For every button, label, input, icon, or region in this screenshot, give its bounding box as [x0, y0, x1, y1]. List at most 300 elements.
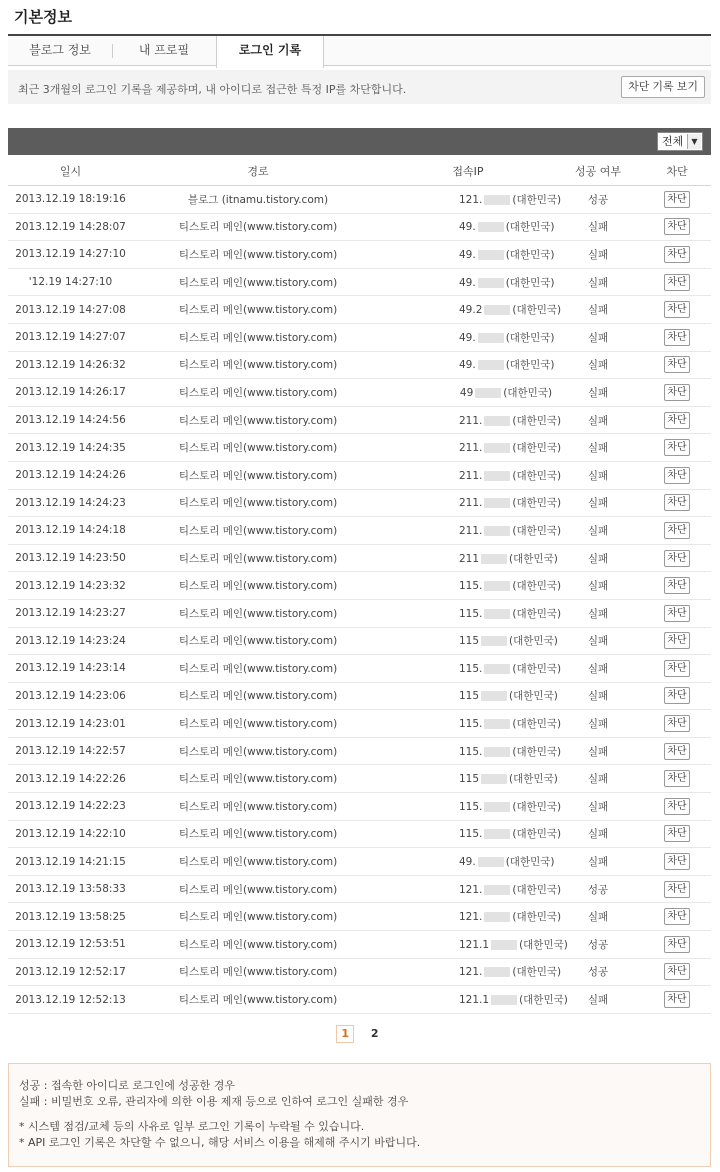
- row-ip-prefix: 49.: [459, 276, 476, 289]
- row-result: 성공: [553, 186, 643, 214]
- row-date: '12.19 14:27:10: [8, 268, 133, 296]
- block-ip-button[interactable]: 차단: [664, 191, 690, 208]
- table-row: [8, 793, 711, 821]
- row-path: 티스토리 메인(www.tistory.com): [133, 268, 383, 296]
- table-row: [8, 986, 711, 1014]
- masked-ip-block: [478, 360, 504, 370]
- row-ip: [383, 682, 558, 710]
- masked-ip-block: [481, 691, 507, 701]
- info-box: [8, 70, 711, 104]
- masked-ip-block: [478, 222, 504, 232]
- masked-ip-block: [484, 885, 510, 895]
- row-path: 티스토리 메인(www.tistory.com): [133, 296, 383, 324]
- row-path: 티스토리 메인(www.tistory.com): [133, 351, 383, 379]
- masked-ip-block: [478, 857, 504, 867]
- row-result: 실패: [553, 351, 643, 379]
- row-country: (대한민국): [505, 248, 555, 261]
- row-path: 티스토리 메인(www.tistory.com): [133, 489, 383, 517]
- block-ip-button[interactable]: 차단: [664, 274, 690, 291]
- row-ip: [383, 655, 562, 683]
- table-row: [8, 572, 711, 600]
- page-1-link[interactable]: 1: [336, 1025, 354, 1043]
- row-date: 2013.12.19 14:24:23: [8, 489, 133, 517]
- row-country: (대한민국): [512, 883, 562, 896]
- row-ip-prefix: 49.: [459, 248, 476, 261]
- block-ip-button[interactable]: 차단: [664, 384, 690, 401]
- row-ip: [383, 213, 553, 241]
- row-country: (대한민국): [519, 994, 568, 1007]
- block-ip-button[interactable]: 차단: [664, 439, 690, 456]
- row-ip: [383, 599, 562, 627]
- masked-ip-block: [484, 802, 510, 812]
- note-failure: 실패 : 비밀번호 오류, 관리자에 의한 이용 제재 등으로 인하여 로그인 실패한 경우: [19, 1095, 409, 1108]
- row-date: 2013.12.19 14:22:10: [8, 820, 133, 848]
- row-path: 티스토리 메인(www.tistory.com): [133, 599, 383, 627]
- row-ip-prefix: 121.: [459, 966, 483, 979]
- row-country: (대한민국): [512, 828, 562, 841]
- row-ip: [383, 820, 562, 848]
- row-block-cell: [643, 351, 711, 379]
- table-row: [8, 323, 711, 351]
- col-header-block: 차단: [643, 156, 711, 186]
- table-row: [8, 765, 711, 793]
- row-country: (대한민국): [505, 276, 555, 289]
- table-row: [8, 268, 711, 296]
- row-block-cell: [643, 903, 711, 931]
- row-date: 2013.12.19 14:27:07: [8, 323, 133, 351]
- masked-ip-block: [484, 443, 510, 453]
- row-date: 2013.12.19 14:23:06: [8, 682, 133, 710]
- row-country: (대한민국): [503, 386, 553, 399]
- row-date: 2013.12.19 14:23:14: [8, 655, 133, 683]
- table-row: [8, 655, 711, 683]
- filter-bar: [8, 128, 711, 155]
- row-ip-prefix: 211: [459, 552, 480, 565]
- row-block-cell: [643, 793, 711, 821]
- block-ip-button[interactable]: 차단: [664, 412, 690, 429]
- table-row: [8, 517, 711, 545]
- row-result: 실패: [553, 820, 643, 848]
- table-row: [8, 186, 711, 214]
- masked-ip-block: [484, 664, 510, 674]
- table-body: [8, 186, 711, 1014]
- table-row: [8, 489, 711, 517]
- row-ip: [383, 958, 562, 986]
- row-block-cell: [643, 323, 711, 351]
- block-ip-button[interactable]: 차단: [664, 467, 690, 484]
- page-2-link[interactable]: 2: [370, 1027, 379, 1040]
- row-path: 티스토리 메인(www.tistory.com): [133, 213, 383, 241]
- row-path: 티스토리 메인(www.tistory.com): [133, 986, 383, 1014]
- row-block-cell: [643, 958, 711, 986]
- row-block-cell: [643, 186, 711, 214]
- row-ip-prefix: 115.: [459, 580, 483, 593]
- table-row: [8, 406, 711, 434]
- row-result: 실패: [553, 572, 643, 600]
- table-row: [8, 434, 711, 462]
- row-ip: [383, 544, 558, 572]
- block-ip-button[interactable]: 차단: [664, 356, 690, 373]
- table-row: [8, 241, 711, 269]
- row-ip-prefix: 115.: [459, 745, 483, 758]
- row-block-cell: [643, 765, 711, 793]
- table-row: [8, 710, 711, 738]
- row-country: (대한민국): [512, 580, 562, 593]
- row-path: 티스토리 메인(www.tistory.com): [133, 517, 383, 545]
- row-block-cell: [643, 737, 711, 765]
- row-block-cell: [643, 489, 711, 517]
- row-ip-prefix: 121.1: [459, 938, 490, 951]
- row-date: 2013.12.19 14:24:56: [8, 406, 133, 434]
- row-ip: [383, 406, 562, 434]
- row-block-cell: [643, 379, 711, 407]
- block-ip-button[interactable]: 차단: [664, 577, 690, 594]
- row-path: 티스토리 메인(www.tistory.com): [133, 434, 383, 462]
- row-date: 2013.12.19 14:27:10: [8, 241, 133, 269]
- row-date: 2013.12.19 14:23:24: [8, 627, 133, 655]
- masked-ip-block: [481, 554, 507, 564]
- block-ip-button[interactable]: 차단: [664, 632, 690, 649]
- table-row: [8, 848, 711, 876]
- row-ip-prefix: 115.: [459, 662, 483, 675]
- row-path: 티스토리 메인(www.tistory.com): [133, 323, 383, 351]
- row-result: 실패: [553, 710, 643, 738]
- masked-ip-block: [484, 719, 510, 729]
- row-country: (대한민국): [512, 469, 562, 482]
- row-path: 티스토리 메인(www.tistory.com): [133, 875, 383, 903]
- row-country: (대한민국): [512, 911, 562, 924]
- col-header-ip: 접속IP: [383, 156, 553, 186]
- row-country: (대한민국): [509, 635, 558, 648]
- row-path: 티스토리 메인(www.tistory.com): [133, 820, 383, 848]
- row-country: (대한민국): [512, 745, 562, 758]
- row-ip-prefix: 211.: [459, 414, 483, 427]
- row-ip: [383, 627, 558, 655]
- row-country: (대한민국): [505, 221, 555, 234]
- table-row: [8, 379, 711, 407]
- tab-login-history[interactable]: 로그인 기록: [216, 36, 324, 68]
- masked-ip-block: [484, 967, 510, 977]
- row-ip-prefix: 211.: [459, 469, 483, 482]
- row-ip-prefix: 211.: [459, 442, 483, 455]
- table-row: [8, 627, 711, 655]
- block-ip-button[interactable]: 차단: [664, 715, 690, 732]
- login-history-table: [8, 156, 711, 1014]
- row-ip: [383, 765, 558, 793]
- filter-select[interactable]: [657, 132, 703, 151]
- row-result: 실패: [553, 765, 643, 793]
- row-path: 티스토리 메인(www.tistory.com): [133, 958, 383, 986]
- row-block-cell: [643, 627, 711, 655]
- masked-ip-block: [484, 416, 510, 426]
- block-ip-button[interactable]: 차단: [664, 770, 690, 787]
- row-block-cell: [643, 213, 711, 241]
- block-ip-button[interactable]: 차단: [664, 687, 690, 704]
- masked-ip-block: [484, 195, 510, 205]
- row-result: 실패: [553, 599, 643, 627]
- row-date: 2013.12.19 14:27:08: [8, 296, 133, 324]
- row-date: 2013.12.19 14:23:32: [8, 572, 133, 600]
- row-date: 2013.12.19 14:22:23: [8, 793, 133, 821]
- row-result: 실패: [553, 213, 643, 241]
- row-ip-prefix: 115: [459, 690, 480, 703]
- block-ip-button[interactable]: 차단: [664, 825, 690, 842]
- block-ip-button[interactable]: 차단: [664, 798, 690, 815]
- row-country: (대한민국): [505, 331, 555, 344]
- table-header-row: [8, 156, 711, 186]
- row-block-cell: [643, 434, 711, 462]
- row-block-cell: [643, 599, 711, 627]
- row-ip-prefix: 121.: [459, 911, 483, 924]
- row-ip: [383, 793, 562, 821]
- row-block-cell: [643, 461, 711, 489]
- table-row: [8, 903, 711, 931]
- row-ip-prefix: 121.1: [459, 994, 490, 1007]
- col-header-result: 성공 여부: [553, 156, 643, 186]
- block-ip-button[interactable]: 차단: [664, 246, 690, 263]
- row-path: 티스토리 메인(www.tistory.com): [133, 461, 383, 489]
- row-result: 실패: [553, 903, 643, 931]
- note-api: * API 로그인 기록은 차단할 수 없으니, 해당 서비스 이용을 해제해 주시기 바랍니다.: [19, 1136, 421, 1149]
- block-ip-button[interactable]: 차단: [664, 329, 690, 346]
- row-country: (대한민국): [505, 856, 555, 869]
- row-date: 2013.12.19 14:22:26: [8, 765, 133, 793]
- block-ip-button[interactable]: 차단: [664, 550, 690, 567]
- row-path: 티스토리 메인(www.tistory.com): [133, 903, 383, 931]
- row-ip: [383, 186, 562, 214]
- row-result: 실패: [553, 296, 643, 324]
- row-block-cell: [643, 268, 711, 296]
- row-path: 티스토리 메인(www.tistory.com): [133, 931, 383, 959]
- table-row: [8, 682, 711, 710]
- row-date: 2013.12.19 14:28:07: [8, 213, 133, 241]
- row-ip: [383, 351, 553, 379]
- row-ip-prefix: 115.: [459, 607, 483, 620]
- block-ip-button[interactable]: 차단: [664, 908, 690, 925]
- row-ip: [383, 379, 553, 407]
- row-country: (대한민국): [505, 359, 555, 372]
- row-ip: [383, 875, 562, 903]
- row-date: 2013.12.19 13:58:33: [8, 875, 133, 903]
- row-path: 티스토리 메인(www.tistory.com): [133, 848, 383, 876]
- row-path: 티스토리 메인(www.tistory.com): [133, 737, 383, 765]
- block-ip-button[interactable]: 차단: [664, 301, 690, 318]
- masked-ip-block: [484, 581, 510, 591]
- row-date: 2013.12.19 18:19:16: [8, 186, 133, 214]
- row-result: 실패: [553, 461, 643, 489]
- masked-ip-block: [491, 995, 517, 1005]
- block-ip-button[interactable]: 차단: [664, 743, 690, 760]
- masked-ip-block: [484, 912, 510, 922]
- row-date: 2013.12.19 12:53:51: [8, 931, 133, 959]
- row-ip: [383, 903, 562, 931]
- row-path: 티스토리 메인(www.tistory.com): [133, 544, 383, 572]
- row-ip: [383, 517, 562, 545]
- row-path: 티스토리 메인(www.tistory.com): [133, 765, 383, 793]
- masked-ip-block: [475, 388, 501, 398]
- tab-blog-info[interactable]: 블로그 정보: [29, 43, 91, 57]
- block-ip-button[interactable]: 차단: [664, 494, 690, 511]
- row-date: 2013.12.19 14:23:50: [8, 544, 133, 572]
- table-row: [8, 958, 711, 986]
- table-row: [8, 296, 711, 324]
- row-country: (대한민국): [512, 497, 562, 510]
- row-result: 실패: [553, 406, 643, 434]
- row-path: 티스토리 메인(www.tistory.com): [133, 241, 383, 269]
- table-row: [8, 931, 711, 959]
- row-ip: [383, 323, 553, 351]
- block-ip-button[interactable]: 차단: [664, 936, 690, 953]
- row-result: 실패: [553, 544, 643, 572]
- row-block-cell: [643, 406, 711, 434]
- row-date: 2013.12.19 12:52:17: [8, 958, 133, 986]
- block-ip-button[interactable]: 차단: [664, 991, 690, 1008]
- row-result: 성공: [553, 875, 643, 903]
- row-path: 티스토리 메인(www.tistory.com): [133, 406, 383, 434]
- row-ip: [383, 241, 553, 269]
- row-result: 실패: [553, 682, 643, 710]
- row-country: (대한민국): [512, 414, 562, 427]
- row-country: (대한민국): [512, 662, 562, 675]
- pagination: [0, 1025, 720, 1044]
- block-ip-button[interactable]: 차단: [664, 660, 690, 677]
- filter-selected-value: 전체: [662, 135, 684, 148]
- row-result: 실패: [553, 517, 643, 545]
- masked-ip-block: [484, 305, 510, 315]
- masked-ip-block: [491, 940, 517, 950]
- note-success: 성공 : 접속한 아이디로 로그인에 성공한 경우: [19, 1079, 235, 1092]
- row-ip: [383, 986, 568, 1014]
- masked-ip-block: [481, 636, 507, 646]
- block-ip-button[interactable]: 차단: [664, 218, 690, 235]
- row-result: 실패: [553, 268, 643, 296]
- row-result: 실패: [553, 848, 643, 876]
- row-block-cell: [643, 655, 711, 683]
- row-path: 블로그 (itnamu.tistory.com): [133, 186, 383, 214]
- row-date: 2013.12.19 14:22:57: [8, 737, 133, 765]
- row-ip: [383, 296, 562, 324]
- row-country: (대한민국): [512, 607, 562, 620]
- block-ip-button[interactable]: 차단: [664, 881, 690, 898]
- block-history-button[interactable]: 차단 기록 보기: [621, 76, 705, 98]
- table-row: [8, 461, 711, 489]
- row-ip-prefix: 49.: [459, 359, 476, 372]
- row-result: 성공: [553, 931, 643, 959]
- row-result: 실패: [553, 489, 643, 517]
- table-row: [8, 599, 711, 627]
- row-ip-prefix: 49.: [459, 331, 476, 344]
- masked-ip-block: [484, 829, 510, 839]
- row-path: 티스토리 메인(www.tistory.com): [133, 710, 383, 738]
- row-result: 실패: [553, 323, 643, 351]
- masked-ip-block: [478, 278, 504, 288]
- row-country: (대한민국): [512, 193, 562, 206]
- block-ip-button[interactable]: 차단: [664, 522, 690, 539]
- row-result: 실패: [553, 737, 643, 765]
- page-title: 기본정보: [14, 8, 72, 26]
- row-block-cell: [643, 875, 711, 903]
- row-block-cell: [643, 296, 711, 324]
- row-path: 티스토리 메인(www.tistory.com): [133, 793, 383, 821]
- row-date: 2013.12.19 12:52:13: [8, 986, 133, 1014]
- row-result: 실패: [553, 655, 643, 683]
- col-header-path: 경로: [133, 156, 383, 186]
- tab-my-profile[interactable]: 내 프로필: [138, 43, 190, 57]
- row-date: 2013.12.19 14:24:35: [8, 434, 133, 462]
- row-ip-prefix: 211.: [459, 497, 483, 510]
- row-ip-prefix: 115.: [459, 800, 483, 813]
- row-ip-prefix: 115.: [459, 828, 483, 841]
- row-ip: [383, 434, 562, 462]
- row-result: 성공: [553, 958, 643, 986]
- block-ip-button[interactable]: 차단: [664, 853, 690, 870]
- row-ip: [383, 489, 562, 517]
- block-ip-button[interactable]: 차단: [664, 963, 690, 980]
- tab-bar: [8, 34, 711, 66]
- row-date: 2013.12.19 14:26:32: [8, 351, 133, 379]
- masked-ip-block: [484, 609, 510, 619]
- row-path: 티스토리 메인(www.tistory.com): [133, 379, 383, 407]
- row-result: 실패: [553, 379, 643, 407]
- row-country: (대한민국): [512, 800, 562, 813]
- row-date: 2013.12.19 14:21:15: [8, 848, 133, 876]
- row-block-cell: [643, 986, 711, 1014]
- masked-ip-block: [484, 498, 510, 508]
- row-country: (대한민국): [512, 524, 562, 537]
- block-ip-button[interactable]: 차단: [664, 605, 690, 622]
- row-ip: [383, 710, 562, 738]
- table-row: [8, 737, 711, 765]
- row-country: (대한민국): [509, 552, 558, 565]
- row-country: (대한민국): [512, 442, 562, 455]
- table-row: [8, 820, 711, 848]
- row-country: (대한민국): [512, 304, 562, 317]
- table-row: [8, 875, 711, 903]
- row-ip: [383, 572, 562, 600]
- table-row: [8, 351, 711, 379]
- row-date: 2013.12.19 14:23:27: [8, 599, 133, 627]
- row-path: 티스토리 메인(www.tistory.com): [133, 572, 383, 600]
- note-system: * 시스템 점검/교체 등의 사유로 일부 로그인 기록이 누락될 수 있습니다.: [19, 1120, 365, 1133]
- row-result: 실패: [553, 793, 643, 821]
- masked-ip-block: [478, 250, 504, 260]
- row-block-cell: [643, 517, 711, 545]
- row-block-cell: [643, 848, 711, 876]
- row-country: (대한민국): [519, 938, 568, 951]
- row-country: (대한민국): [512, 718, 562, 731]
- row-ip: [383, 931, 568, 959]
- row-ip-prefix: 121.: [459, 883, 483, 896]
- chevron-down-icon: ▼: [687, 134, 701, 149]
- row-ip: [383, 737, 562, 765]
- masked-ip-block: [484, 526, 510, 536]
- masked-ip-block: [484, 747, 510, 757]
- masked-ip-block: [478, 333, 504, 343]
- row-date: 2013.12.19 14:24:26: [8, 461, 133, 489]
- row-ip-prefix: 49: [459, 386, 474, 399]
- col-header-date: 일시: [8, 156, 133, 186]
- row-ip-prefix: 211.: [459, 524, 483, 537]
- notes-box: [8, 1063, 711, 1167]
- row-country: (대한민국): [509, 773, 558, 786]
- row-ip-prefix: 115: [459, 635, 480, 648]
- row-ip-prefix: 115.: [459, 718, 483, 731]
- row-result: 실패: [553, 627, 643, 655]
- table-row: [8, 213, 711, 241]
- row-date: 2013.12.19 14:23:01: [8, 710, 133, 738]
- row-result: 실패: [553, 986, 643, 1014]
- row-result: 실패: [553, 434, 643, 462]
